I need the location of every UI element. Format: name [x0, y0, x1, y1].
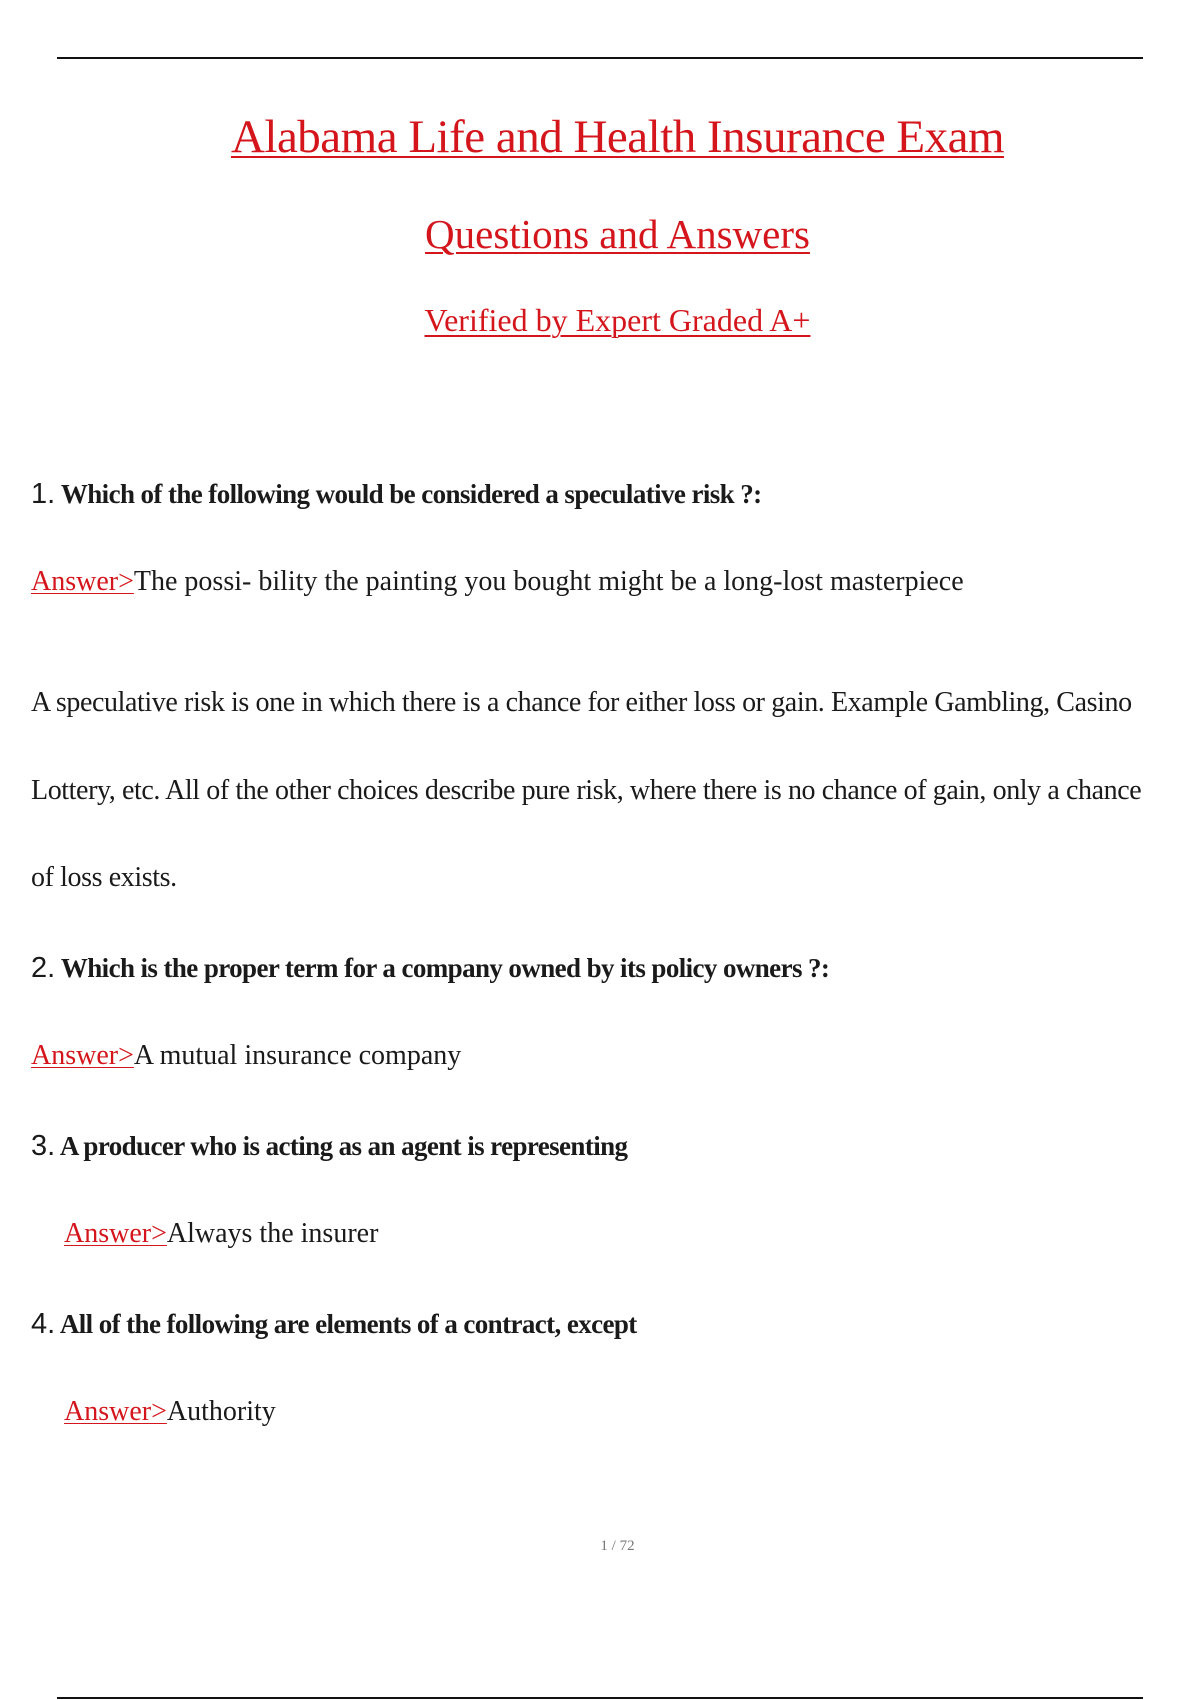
question-number: 2.: [31, 952, 56, 984]
question-text: All of the following are elements of a contract, except: [59, 1309, 637, 1339]
document-subtitle: Questions and Answers: [425, 211, 810, 257]
answer-text: A mutual insurance company: [133, 1040, 462, 1071]
question-3: [31, 1129, 627, 1163]
question-text: Which of the following would be considered a speculative risk ?:: [60, 479, 762, 509]
answer-text: Always the insurer: [166, 1218, 379, 1249]
document-title: Alabama Life and Health Insurance Exam: [230, 111, 1005, 163]
answer-text: Authority: [166, 1396, 276, 1427]
answer-label: Answer>: [31, 566, 134, 597]
answer-4: [64, 1395, 276, 1429]
explanation-line: A speculative risk is one in which there is a chance for either loss or gain. Example Gambling, Casino: [31, 687, 1132, 718]
answer-1: [31, 565, 964, 599]
answer-2: [31, 1039, 461, 1073]
answer-text: The possi- bility the painting you bought might be a long-lost masterpiece: [133, 566, 964, 597]
explanation-line: of loss exists.: [31, 862, 177, 893]
question-2: [31, 951, 829, 985]
answer-label: Answer>: [64, 1218, 167, 1249]
question-text: A producer who is acting as an agent is representing: [59, 1131, 628, 1161]
top-rule: [57, 57, 1143, 59]
question-1: [31, 477, 762, 511]
document-tagline: Verified by Expert Graded A+: [424, 302, 811, 338]
question-number: 1.: [31, 478, 56, 510]
question-text: Which is the proper term for a company owned by its policy owners ?:: [60, 953, 830, 983]
question-number: 4.: [31, 1308, 56, 1340]
answer-label: Answer>: [31, 1040, 134, 1071]
answer-label: Answer>: [64, 1396, 167, 1427]
question-number: 3.: [31, 1130, 56, 1162]
explanation-line: Lottery, etc. All of the other choices describe pure risk, where there is no chance of gain, only a chance: [31, 775, 1142, 806]
answer-3: [64, 1217, 378, 1251]
bottom-rule: [57, 1697, 1143, 1699]
question-4: [31, 1307, 637, 1341]
page-number: 1 / 72: [600, 1538, 635, 1554]
